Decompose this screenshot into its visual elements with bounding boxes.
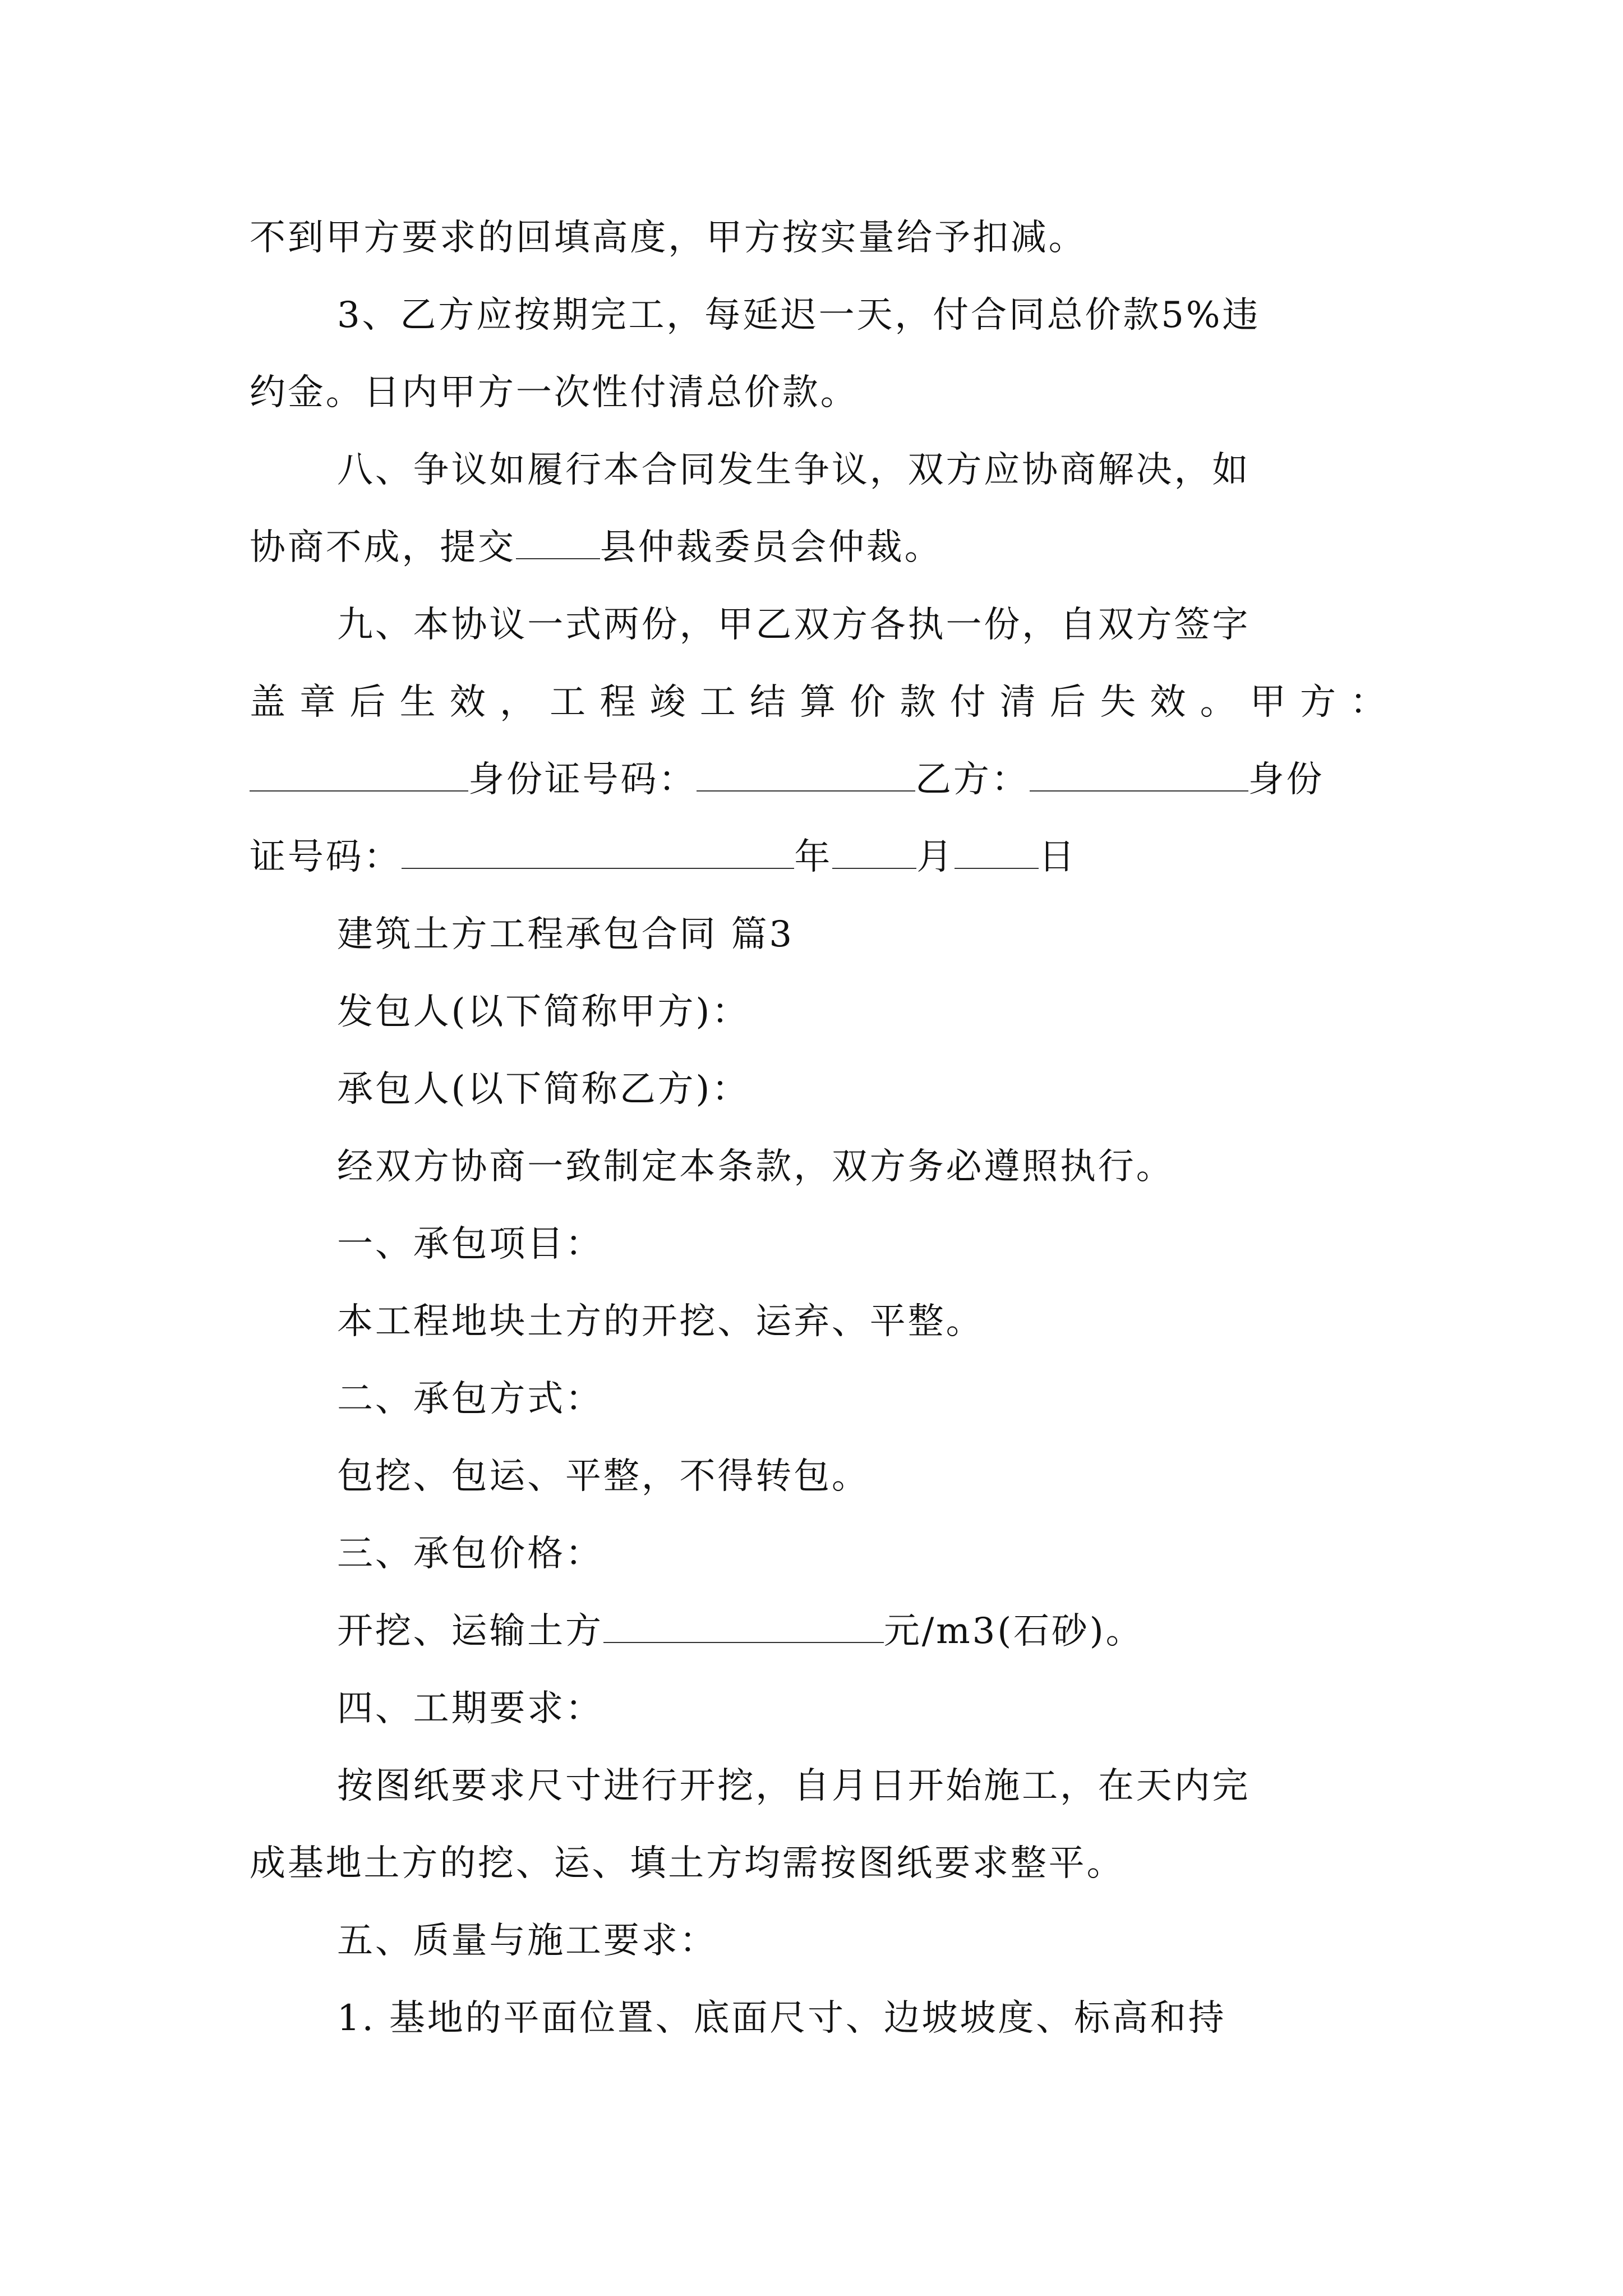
text: 五、质量与施工要求： [337, 1920, 718, 1962]
section-title [250, 915, 1388, 954]
clause-heading [250, 1380, 1388, 1418]
signature-line [250, 761, 1388, 799]
text: 二、承包方式： [337, 1378, 603, 1420]
month-label: 月 [916, 836, 955, 878]
month-blank [832, 839, 916, 869]
paragraph-line [250, 1303, 1388, 1341]
paragraph-line [250, 451, 1388, 489]
text: 本工程地块土方的开挖、运弃、平整。 [337, 1301, 984, 1342]
day-blank [955, 839, 1039, 869]
party-a-blank [250, 761, 468, 792]
fill-blank [516, 529, 600, 559]
text: 证号码： [250, 836, 402, 878]
text: 经双方协商一致制定本条款，双方务必遵照执行。 [337, 1146, 1174, 1188]
paragraph-line [250, 1844, 1388, 1883]
party-b-blank [1030, 761, 1248, 792]
party-a-id-blank [697, 761, 915, 792]
party-b-label: 乙方： [915, 759, 1030, 800]
text: 八、争议如履行本合同发生争议，双方应协商解决，如 [337, 449, 1251, 491]
clause-heading [250, 1225, 1388, 1263]
id-number-label: 身份证号码： [468, 759, 697, 800]
day-label: 日 [1039, 836, 1077, 878]
text: 承包人(以下简称乙方)： [337, 1069, 750, 1110]
text: 包挖、包运、平整，不得转包。 [337, 1456, 870, 1497]
text: 县仲裁委员会仲裁。 [600, 527, 943, 568]
paragraph-line [250, 374, 1388, 412]
clause-heading [250, 1535, 1388, 1573]
text: 建筑土方工程承包合同 篇3 [337, 914, 794, 955]
paragraph-line [250, 1612, 1388, 1650]
text: 3、乙方应按期完工，每延迟一天，付合同总价款5%违 [337, 295, 1261, 336]
paragraph-line [250, 1999, 1388, 2037]
signature-line [250, 838, 1388, 876]
text: 1. 基地的平面位置、底面尺寸、边坡坡度、标高和持 [337, 1998, 1227, 2039]
text: 成基地土方的挖、运、填土方均需按图纸要求整平。 [250, 1843, 1125, 1884]
paragraph-line [250, 683, 1388, 721]
text: 不到甲方要求的回填高度，甲方按实量给予扣减。 [250, 217, 1087, 259]
paragraph-line [250, 1767, 1388, 1805]
paragraph-line [250, 219, 1388, 257]
text: 按图纸要求尺寸进行开挖，自月日开始施工，在天内完 [337, 1765, 1251, 1807]
paragraph-line [250, 993, 1388, 1031]
paragraph-line [250, 528, 1388, 567]
text: 一、承包项目： [337, 1223, 603, 1265]
text: 身份 [1248, 759, 1325, 800]
party-b-id-blank [402, 839, 794, 869]
year-label: 年 [794, 836, 833, 878]
text: 发包人(以下简称甲方)： [337, 991, 750, 1033]
text: 约金。日内甲方一次性付清总价款。 [250, 372, 859, 413]
paragraph-line [250, 1148, 1388, 1186]
paragraph-line [250, 1070, 1388, 1108]
paragraph-line [250, 296, 1388, 334]
text: 协商不成，提交 [250, 527, 516, 568]
paragraph-line [250, 606, 1388, 644]
clause-heading [250, 1690, 1388, 1728]
text: 开挖、运输土方 [337, 1611, 603, 1652]
paragraph-line [250, 1457, 1388, 1496]
price-blank [603, 1613, 884, 1643]
text: 三、承包价格： [337, 1533, 603, 1575]
text: 盖章后生效，工程竣工结算价款付清后失效。甲方： [250, 682, 1388, 723]
clause-heading [250, 1922, 1388, 1960]
document-page [250, 219, 1388, 2077]
text: 九、本协议一式两份，甲乙双方各执一份，自双方签字 [337, 604, 1251, 646]
text: 元/m3(石砂)。 [883, 1611, 1144, 1652]
text: 四、工期要求： [337, 1688, 603, 1729]
